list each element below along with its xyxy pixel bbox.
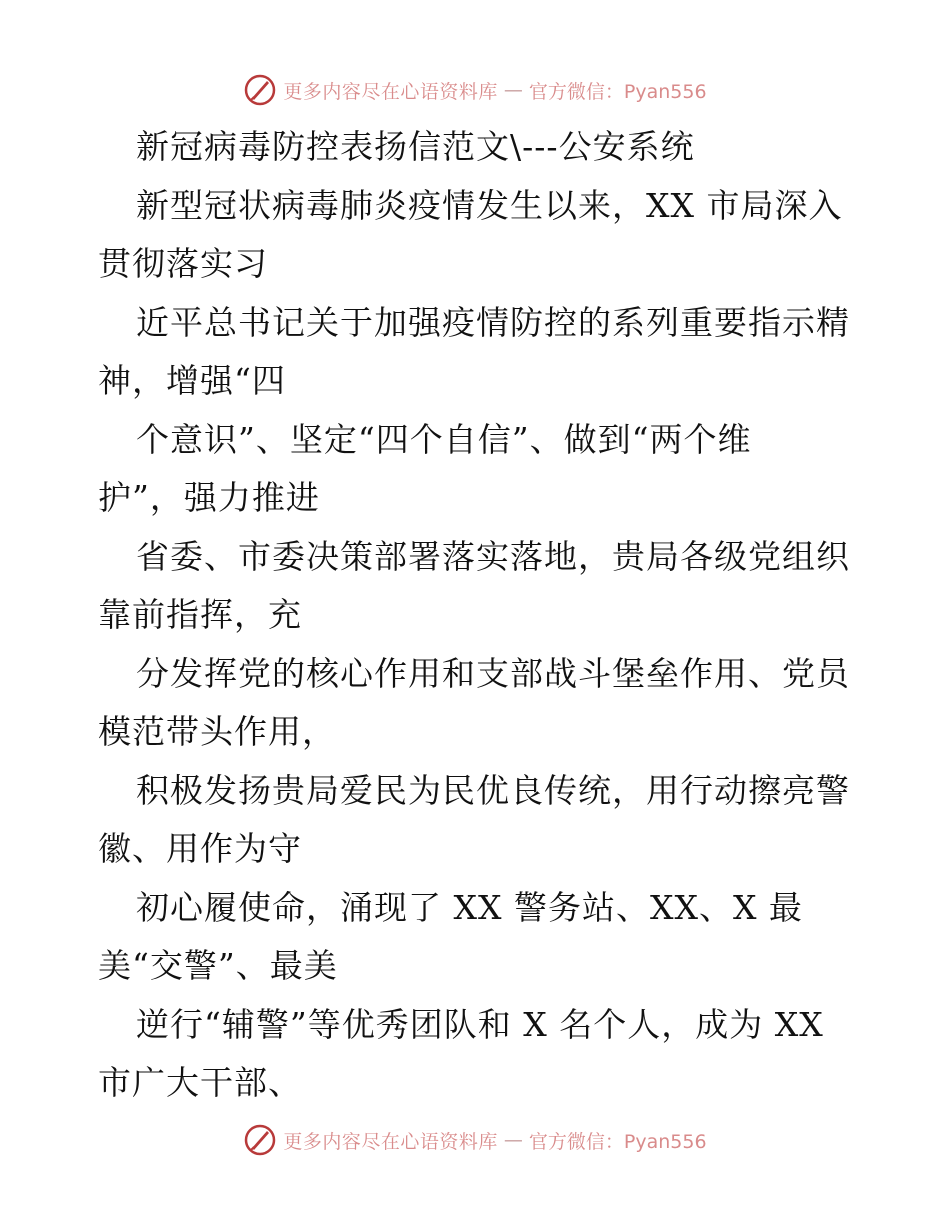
paragraph-line: 神，增强“四 [98,361,286,400]
header-wechat-text: 官方微信：Pyan556 [528,80,707,103]
footer-wechat-text: 官方微信：Pyan556 [528,1130,707,1153]
header-brand-text: 更多内容尽在心语资料库 [283,80,498,103]
paragraph-line: 分发挥党的核心作用和支部战斗堡垒作用、党员 [136,653,850,693]
feather-pen-logo-icon [243,1123,277,1157]
paragraph-line: 新型冠状病毒肺炎疫情发生以来，XX 市局深入 [136,185,843,225]
paragraph-line: 贯彻落实习 [98,244,268,283]
header-separator: — [503,79,523,101]
feather-pen-logo-icon [243,73,277,107]
paragraph-line: 模范带头作用， [98,712,336,751]
paragraph-line: 个意识”、坚定“四个自信”、做到“两个维 [136,419,752,459]
paragraph-line: 美“交警”、最美 [98,946,338,985]
paragraph-line: 护”，强力推进 [98,478,320,517]
footer-banner [0,1120,950,1160]
paragraph-line: 近平总书记关于加强疫情防控的系列重要指示精 [136,302,850,342]
document-body [98,118,858,1113]
paragraph-line: 逆行“辅警”等优秀团队和 X 名个人，成为 XX [136,1004,824,1044]
paragraph-line: 市广大干部、 [98,1063,302,1102]
document-title: 新冠病毒防控表扬信范文\---公安系统 [136,127,695,166]
header-banner [0,70,950,110]
paragraph-line: 初心履使命，涌现了 XX 警务站、XX、X 最 [136,887,803,927]
footer-brand-text: 更多内容尽在心语资料库 [283,1130,498,1153]
paragraph-line: 靠前指挥，充 [98,595,302,634]
paragraph-line: 省委、市委决策部署落实落地，贵局各级党组织 [136,536,850,576]
footer-separator: — [503,1129,523,1151]
paragraph-line: 徽、用作为守 [98,829,302,868]
paragraph-line: 积极发扬贵局爱民为民优良传统，用行动擦亮警 [136,770,850,810]
